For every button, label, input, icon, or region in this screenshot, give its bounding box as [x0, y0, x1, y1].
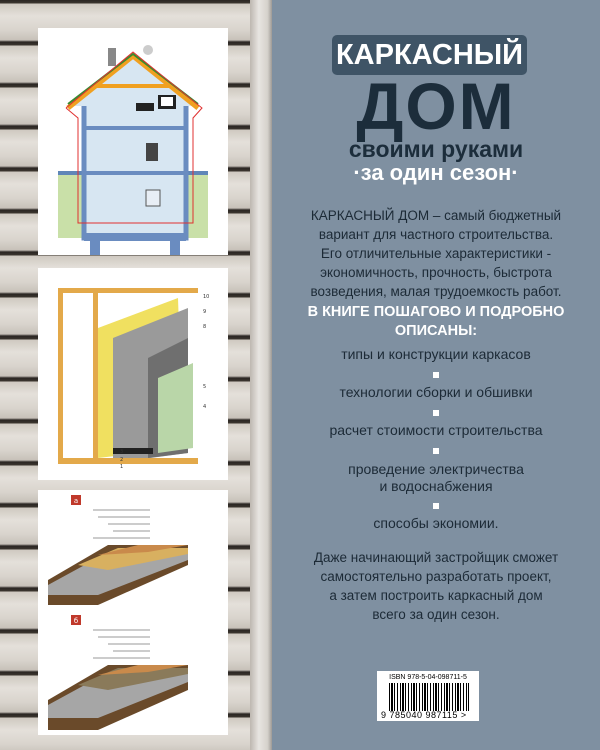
- contents-heading: [282, 303, 590, 341]
- topic-item: и водоснабжения: [379, 478, 493, 494]
- topic-item: типы и конструкции каркасов: [341, 346, 531, 362]
- heading-line: В КНИГЕ ПОШАГОВО И ПОДРОБНО: [307, 304, 565, 320]
- svg-text:10: 10: [203, 294, 210, 300]
- topic-item: технологии сборки и обшивки: [339, 384, 533, 400]
- svg-text:5: 5: [203, 384, 207, 390]
- closing-line: а затем построить каркасный дом: [329, 588, 543, 603]
- isbn-digits: 9 785040 987115 >: [381, 710, 467, 720]
- svg-text:2: 2: [120, 457, 124, 463]
- intro-line: КАРКАСНЫЙ ДОМ – самый бюджетный: [310, 208, 562, 223]
- bullet-square-icon: [433, 503, 439, 509]
- corner-trim: [250, 0, 272, 750]
- figure-a-badge: а: [73, 497, 79, 505]
- closing-line: всего за один сезон.: [372, 607, 500, 622]
- bullet-square-icon: [433, 448, 439, 454]
- topic-item: расчет стоимости строительства: [329, 422, 543, 438]
- isbn-barcode: [377, 671, 479, 721]
- svg-text:3: 3: [120, 449, 124, 455]
- house-utilities-illustration: [38, 28, 228, 255]
- topic-item: способы экономии.: [373, 515, 499, 531]
- title-dom: ДОМ: [356, 69, 516, 143]
- intro-line: Его отличительные характеристики -: [320, 246, 552, 261]
- svg-text:4: 4: [203, 404, 207, 410]
- intro-line: вариант для частного строительства.: [318, 227, 554, 242]
- closing-paragraph: [282, 548, 590, 624]
- title-svoimi-rukami: своими руками: [348, 136, 524, 162]
- title-karkasny: КАРКАСНЫЙ: [332, 35, 527, 75]
- closing-line: Даже начинающий застройщик сможет: [313, 550, 559, 565]
- topic-item: проведение электричества: [348, 461, 524, 477]
- figure-b-badge: б: [73, 617, 79, 625]
- bullet-square-icon: [433, 410, 439, 416]
- floor-layers-illustration: [38, 490, 228, 735]
- intro-line: возведения, малая трудоемкость работ.: [310, 284, 562, 299]
- svg-text:9: 9: [203, 309, 207, 315]
- intro-line: экономичность, прочность, быстрота: [320, 265, 552, 280]
- title-za-odin-sezon: ·за один сезон·: [353, 160, 519, 185]
- wall-frame-illustration: [38, 268, 228, 480]
- barcode-icon: [389, 683, 469, 711]
- bullet-square-icon: [433, 372, 439, 378]
- closing-line: самостоятельно разработать проект,: [320, 569, 552, 584]
- svg-text:1: 1: [120, 464, 124, 470]
- svg-text:8: 8: [203, 324, 207, 330]
- heading-line: ОПИСАНЫ:: [394, 323, 478, 339]
- isbn-label: ISBN 978-5-04-098711-5: [389, 674, 467, 681]
- intro-paragraph: [282, 206, 590, 301]
